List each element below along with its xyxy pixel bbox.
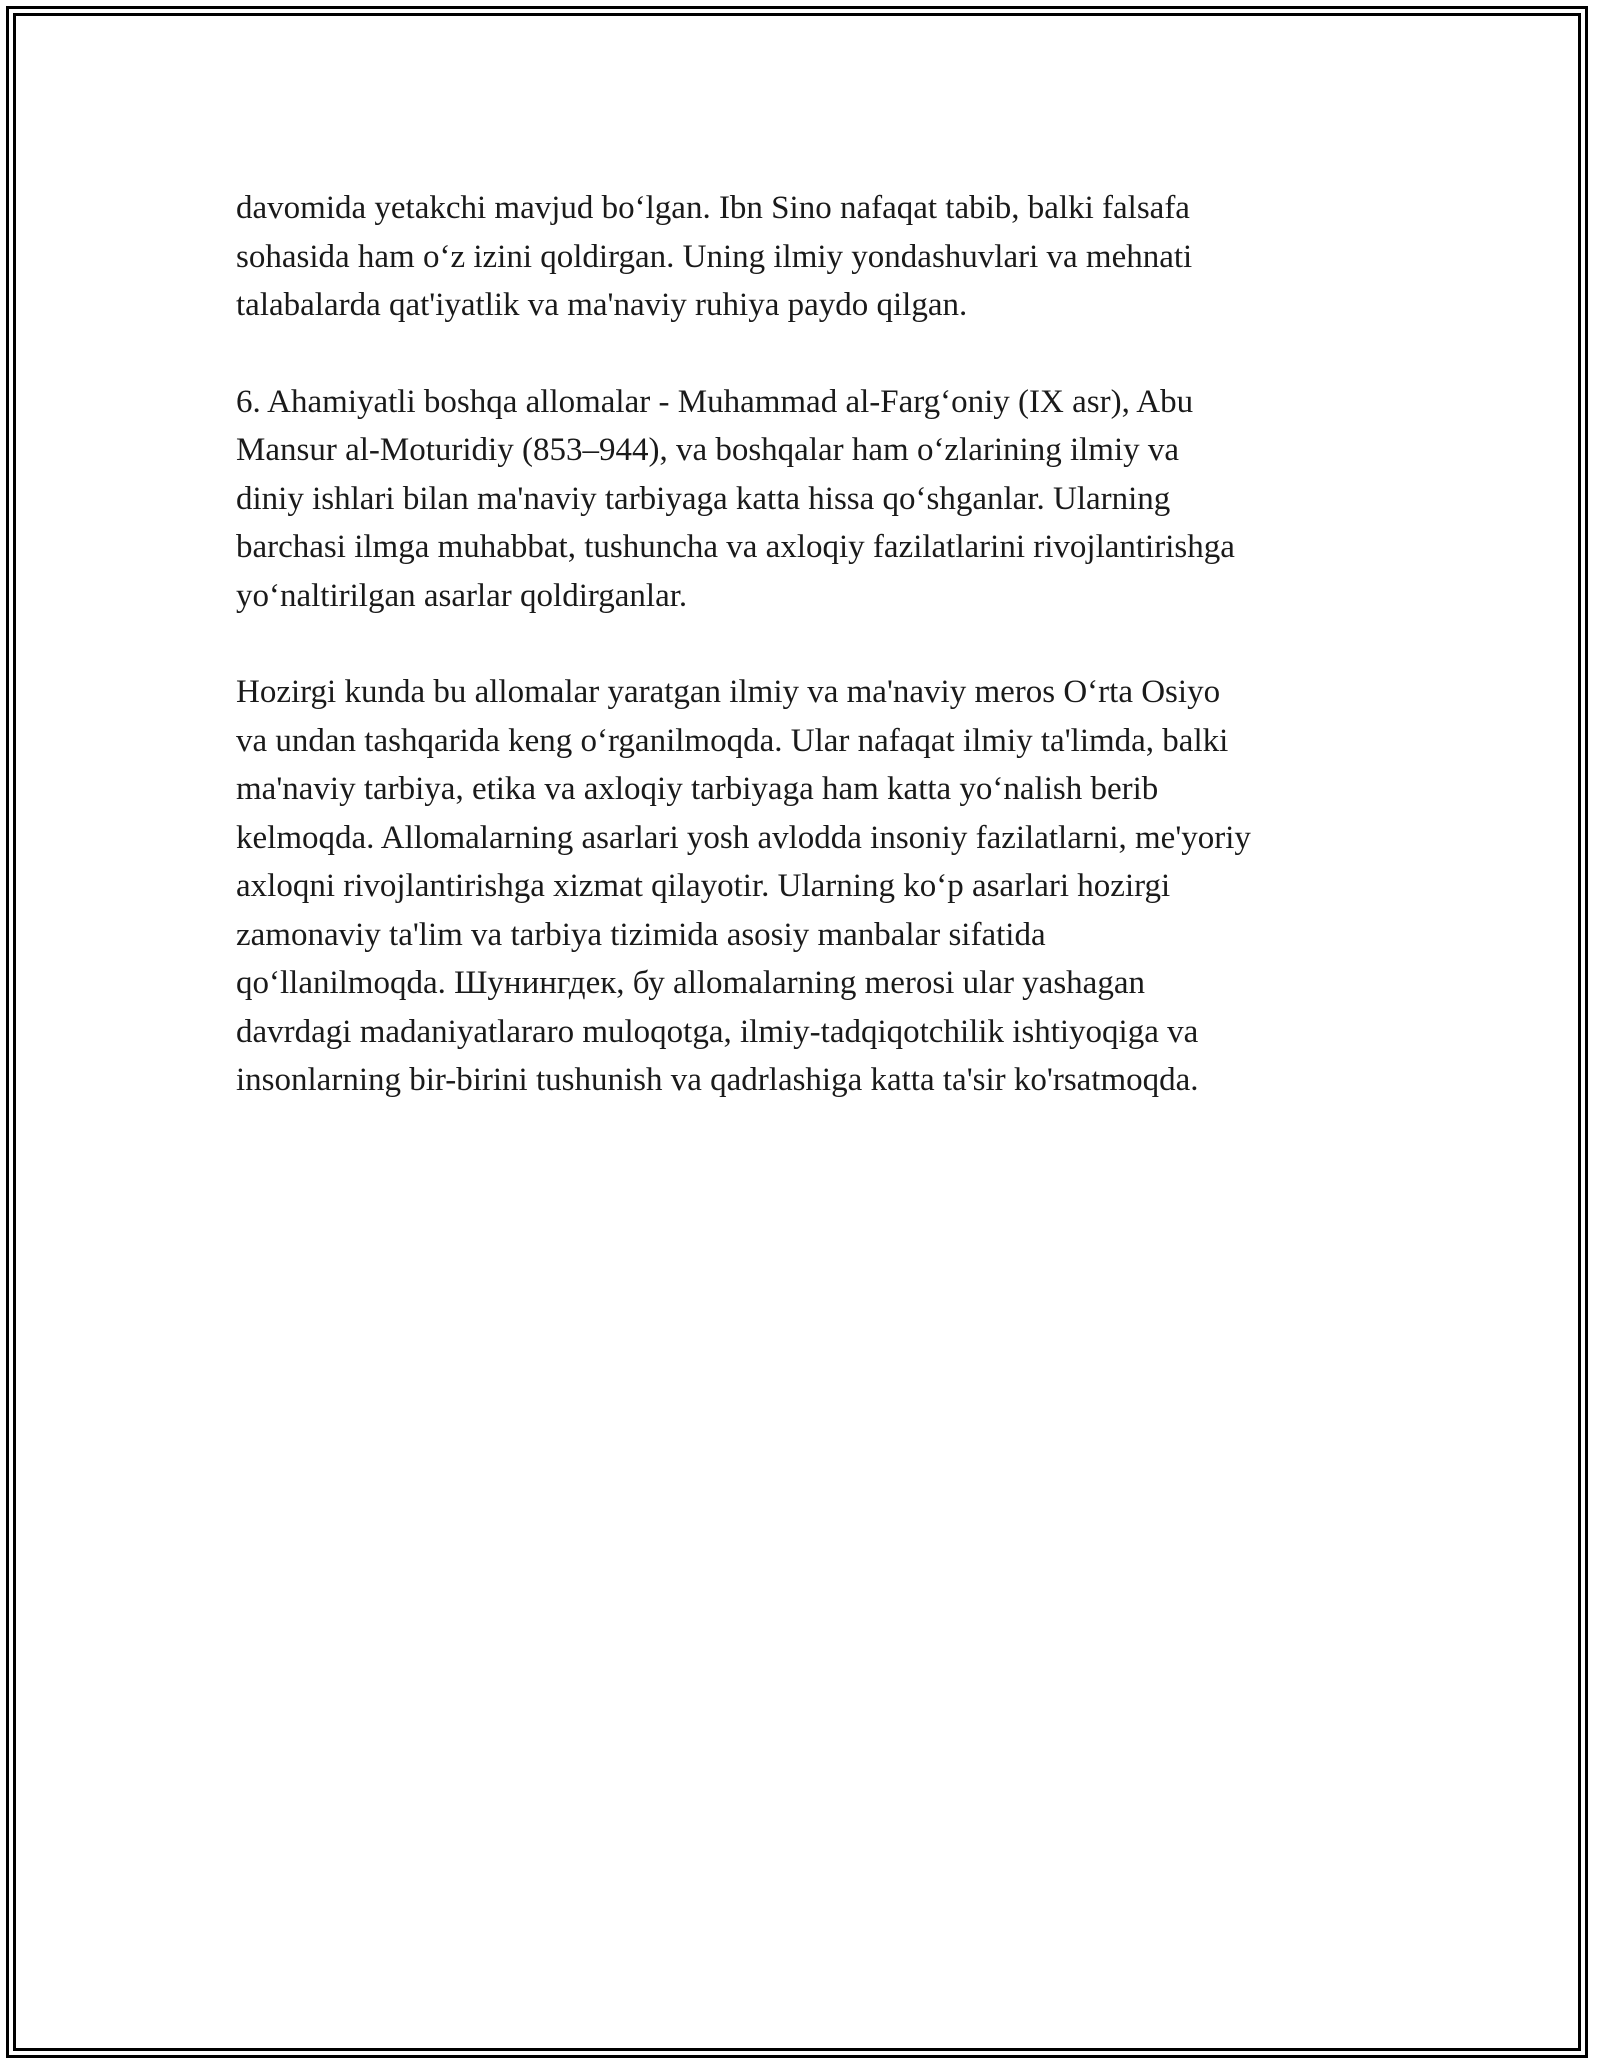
document-body bbox=[236, 184, 1386, 1153]
text-line: ma'naviy tarbiya, etika va axloqiy tarbiyaga ham katta yo‘nalish berib bbox=[236, 771, 1159, 807]
text-line: insonlarning bir-birini tushunish va qadrlashiga katta ta'sir ko'rsatmoqda. bbox=[236, 1062, 1199, 1098]
text-line: sohasida ham o‘z izini qoldirgan. Uning ilmiy yondashuvlari va mehnati bbox=[236, 238, 1193, 275]
text-line: kelmoqda. Allomalarning asarlari yosh avlodda insoniy fazilatlarni, me'yoriy bbox=[236, 819, 1251, 856]
paragraph-other-scholars bbox=[236, 378, 1386, 621]
text-line: davrdagi madaniyatlararo muloqotga, ilmiy-tadqiqotchilik ishtiyoqiga va bbox=[236, 1013, 1199, 1050]
paragraph-heritage-today bbox=[236, 668, 1386, 1105]
text-line: talabalarda qat'iyatlik va ma'naviy ruhiya paydo qilgan. bbox=[236, 287, 968, 323]
text-line: Hozirgi kunda bu allomalar yaratgan ilmiy va ma'naviy meros O‘rta Osiyo bbox=[236, 674, 1221, 710]
text-line: zamonaviy ta'lim va tarbiya tizimida asosiy manbalar sifatida bbox=[236, 916, 1046, 953]
text-line: diniy ishlari bilan ma'naviy tarbiyaga katta hissa qo‘shganlar. Ularning bbox=[236, 480, 1171, 517]
text-line: qo‘llanilmoqda. Шунингдек, бу allomalarning merosi ular yashagan bbox=[236, 965, 1145, 1001]
text-line: Mansur al-Moturidiy (853–944), va boshqalar ham o‘zlarining ilmiy va bbox=[236, 432, 1180, 468]
text-line: 6. Ahamiyatli boshqa allomalar - Muhammad al-Farg‘oniy (IX asr), Abu bbox=[236, 383, 1194, 420]
text-line: axloqni rivojlantirishga xizmat qilayotir. Ularning ko‘p asarlari hozirgi bbox=[236, 868, 1171, 904]
paragraph-ibn-sino bbox=[236, 184, 1386, 330]
text-line: yo‘naltirilgan asarlar qoldirganlar. bbox=[236, 577, 688, 614]
text-line: va undan tashqarida keng o‘rganilmoqda. Ular nafaqat ilmiy ta'limda, balki bbox=[236, 722, 1229, 759]
text-line: barchasi ilmga muhabbat, tushuncha va axloqiy fazilatlarini rivojlantirishga bbox=[236, 529, 1235, 565]
text-line: davomida yetakchi mavjud bo‘lgan. Ibn Sino nafaqat tabib, balki falsafa bbox=[236, 190, 1190, 226]
